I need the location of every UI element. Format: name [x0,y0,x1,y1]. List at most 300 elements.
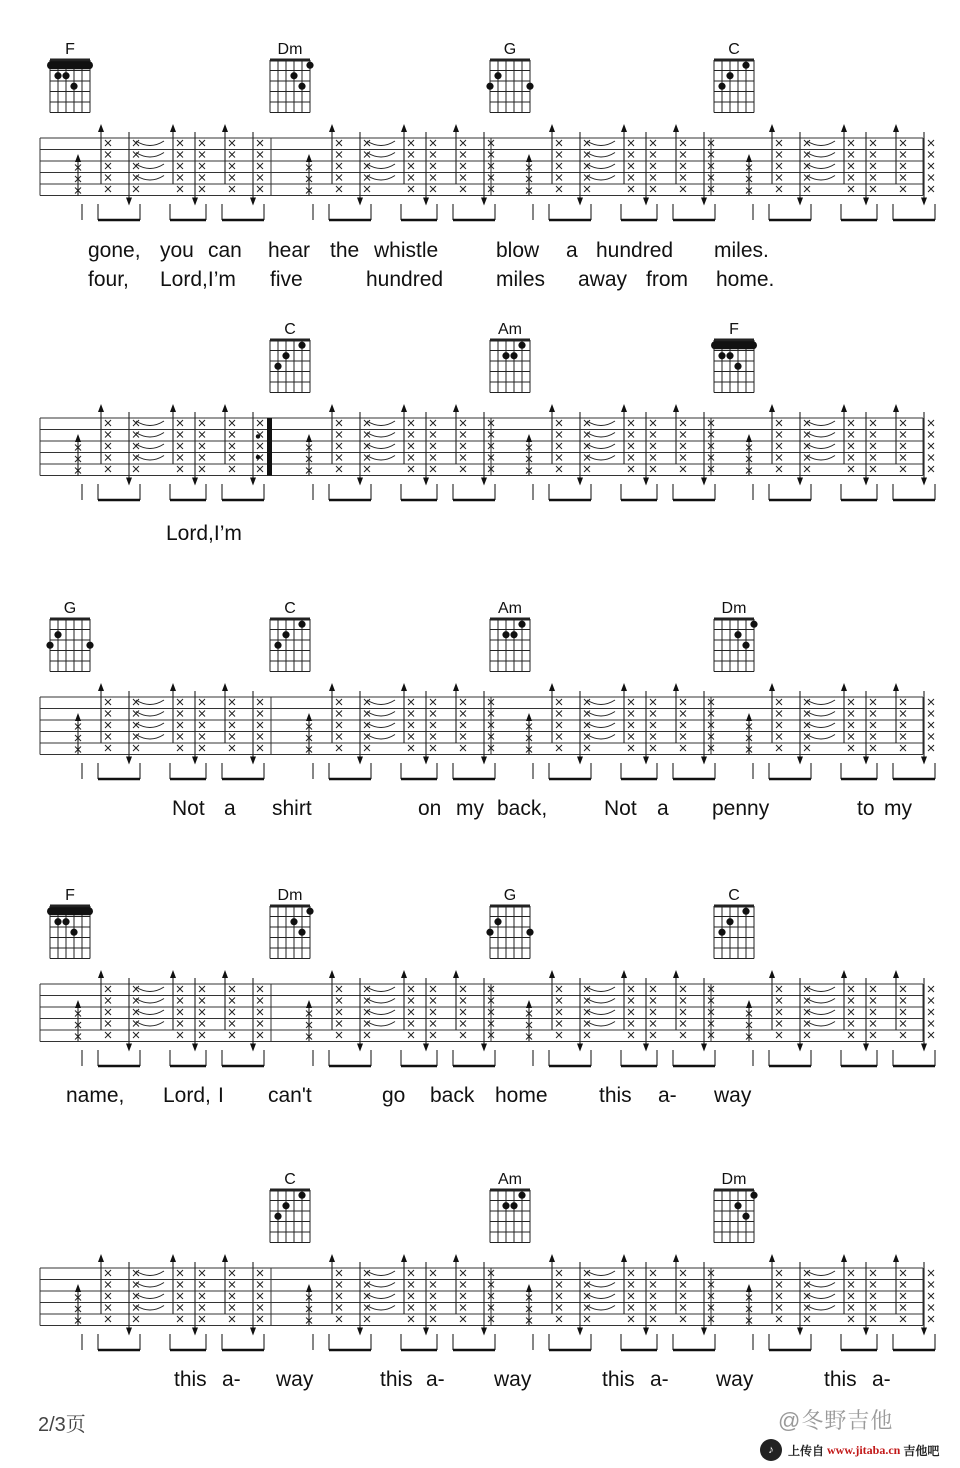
strum-x [177,998,183,1004]
strum-x [556,466,562,472]
strum-x [680,734,686,740]
strum-arrow [673,124,679,132]
chord-name: Dm [277,41,303,58]
strum-x [928,455,934,461]
strum-arrow [423,478,429,486]
strum-x [650,175,656,181]
strum-arrow [357,198,363,206]
strum-arc [367,987,395,992]
strum-x [460,699,466,705]
strum-arrow [701,1328,707,1336]
strum-x [105,140,111,146]
strum-arrow [673,683,679,691]
strum-x [584,466,590,472]
strum-arc [136,1010,164,1015]
strum-x [177,163,183,169]
strum-x [336,140,342,146]
strum-x [556,1270,562,1276]
strum-x [556,1316,562,1322]
strum-arrow [863,1044,869,1052]
strum-arrow [481,198,487,206]
strum-x [556,998,562,1004]
strum-arrow [192,757,198,765]
strum-x [133,163,139,169]
strum-arrow [893,970,899,978]
strum-x [928,1021,934,1027]
strum-x [584,432,590,438]
strum-x [556,1009,562,1015]
strum-x [177,711,183,717]
strum-x [177,745,183,751]
strum-x [628,455,634,461]
strum-x [460,152,466,158]
strum-arrow [921,1044,927,1052]
strum-x [257,1305,263,1311]
chord-dot [86,642,93,649]
strum-arrow [75,713,81,721]
strum-x [105,734,111,740]
strum-arrow [98,124,104,132]
strum-arrow [769,1254,775,1262]
strum-x [870,432,876,438]
strum-arrow [401,1254,407,1262]
strum-arrow [701,757,707,765]
chord-dot [274,1213,281,1220]
strum-x [105,163,111,169]
strum-x [177,1316,183,1322]
strum-x [628,432,634,438]
strum-arrow [893,683,899,691]
strum-arrow [329,970,335,978]
strum-arc [136,176,164,181]
strum-x [257,420,263,426]
strum-arc [367,700,395,705]
strum-arc [587,421,615,426]
lyric-word: a- [426,1368,445,1391]
strum-x [257,186,263,192]
strum-x [430,175,436,181]
strum-x [364,1021,370,1027]
strum-x [460,455,466,461]
strum-arrow [893,124,899,132]
chord-dot [274,642,281,649]
strum-x [257,1293,263,1299]
strum-x [848,175,854,181]
strum-x [680,140,686,146]
strum-x [336,1270,342,1276]
strum-arrow [192,198,198,206]
strum-x [680,175,686,181]
chord-dot [518,621,525,628]
strum-x [628,986,634,992]
strum-x [364,1305,370,1311]
strum-x [870,1021,876,1027]
strum-x [584,986,590,992]
chord-dot [742,62,749,69]
strum-arrow [250,1328,256,1336]
strum-x [650,1021,656,1027]
strum-x [650,152,656,158]
chord-dot [742,642,749,649]
strum-x [870,1270,876,1276]
strum-x [177,455,183,461]
strum-arc [136,1306,164,1311]
strum-x [336,1009,342,1015]
strum-x [556,140,562,146]
strum-arc [587,987,615,992]
strum-x [680,986,686,992]
strum-x [430,734,436,740]
strum-arrow [526,1000,532,1008]
strum-x [364,175,370,181]
strum-x [364,745,370,751]
strum-x [364,152,370,158]
chord-dot [298,929,305,936]
strum-x [584,175,590,181]
strum-arc [587,712,615,717]
strum-x [105,722,111,728]
lyric-word: to [857,797,875,820]
strum-x [133,140,139,146]
upload-site[interactable]: www.jitaba.cn [827,1442,901,1457]
strum-x [900,1305,906,1311]
strum-x [928,1282,934,1288]
strum-x [628,1293,634,1299]
strum-x [133,745,139,751]
strum-x [105,432,111,438]
chord-dot [70,83,77,90]
strum-x [105,711,111,717]
strum-arc [587,723,615,728]
strum-arc [136,141,164,146]
strum-x [628,466,634,472]
strum-x [177,722,183,728]
strum-x [364,1270,370,1276]
strum-x [584,699,590,705]
strum-x [900,140,906,146]
strum-x [556,455,562,461]
lyric-word: from [646,268,688,291]
strum-arc [807,456,835,461]
strum-x [430,140,436,146]
strum-x [408,1305,414,1311]
strum-x [257,1009,263,1015]
strum-x [928,152,934,158]
strum-x [257,1282,263,1288]
chord-name: Dm [277,887,303,904]
chord-dot [298,342,305,349]
strum-x [336,1282,342,1288]
strum-x [870,455,876,461]
strum-x [408,163,414,169]
strum-arrow [481,1328,487,1336]
strum-x [804,711,810,717]
strum-x [177,443,183,449]
chord-name: Dm [721,600,747,617]
strum-x [199,1316,205,1322]
chord-dot [486,83,493,90]
upload-suffix: 吉他吧 [903,1443,940,1458]
strum-arc [807,1283,835,1288]
strum-x [556,432,562,438]
strum-arrow [577,1328,583,1336]
strum-arrow [75,1000,81,1008]
strum-x [408,175,414,181]
strum-x [848,152,854,158]
strum-x [408,711,414,717]
strum-x [408,986,414,992]
strum-x [900,443,906,449]
strum-x [848,140,854,146]
strum-x [408,455,414,461]
strum-x [556,420,562,426]
strum-arrow [75,434,81,442]
strum-x [680,1270,686,1276]
strum-arc [367,1022,395,1027]
strum-x [133,1021,139,1027]
strum-arrow [549,404,555,412]
strum-x [776,432,782,438]
strum-x [177,1009,183,1015]
strum-arc [807,444,835,449]
lyric-word: Lord,I’m [160,268,236,291]
strum-x [364,466,370,472]
strum-arc [136,1022,164,1027]
strum-arrow [549,1254,555,1262]
strum-x [584,1032,590,1038]
strum-x [900,186,906,192]
strum-x [650,1009,656,1015]
strum-x [556,722,562,728]
strum-arrow [306,154,312,162]
strum-x [776,699,782,705]
strum-x [900,699,906,705]
strum-x [199,711,205,717]
strum-x [584,140,590,146]
strum-x [776,186,782,192]
strum-x [680,1305,686,1311]
strum-x [556,163,562,169]
chord-dot [306,62,313,69]
strum-arc [807,1294,835,1299]
lyric-word: a- [650,1368,669,1391]
strum-x [460,175,466,181]
strum-x [336,734,342,740]
strum-x [364,186,370,192]
strum-arc [587,176,615,181]
strum-x [804,1282,810,1288]
strum-x [364,711,370,717]
strum-x [680,432,686,438]
strum-arc [587,1022,615,1027]
lyric-word: my [884,797,912,820]
strum-x [257,734,263,740]
strum-arc [367,176,395,181]
strum-x [229,455,235,461]
strum-arrow [170,404,176,412]
strum-x [776,1032,782,1038]
strum-x [229,1009,235,1015]
strum-x [650,986,656,992]
chord-dot [518,1192,525,1199]
strum-x [229,722,235,728]
strum-arrow [577,198,583,206]
lyric-word: name, [66,1084,125,1107]
strum-arrow [423,1328,429,1336]
strum-x [229,711,235,717]
strum-x [229,986,235,992]
strum-arc [587,444,615,449]
strum-x [804,443,810,449]
strum-arrow [921,198,927,206]
strum-x [928,1009,934,1015]
strum-arc [136,153,164,158]
strum-x [928,734,934,740]
strum-x [105,1305,111,1311]
strum-x [556,152,562,158]
strum-x [628,1270,634,1276]
strum-x [680,1316,686,1322]
strum-x [776,175,782,181]
strum-x [133,152,139,158]
strum-x [870,1293,876,1299]
strum-arrow [921,1328,927,1336]
strum-x [257,998,263,1004]
chord-dot [750,1192,757,1199]
strum-x [680,1293,686,1299]
strum-x [364,1293,370,1299]
strum-x [460,734,466,740]
strum-x [900,1293,906,1299]
strum-arrow [549,124,555,132]
strum-arrow [453,683,459,691]
strum-x [870,420,876,426]
strum-x [430,1305,436,1311]
strum-x [364,140,370,146]
strum-x [776,734,782,740]
chord-name: Am [498,600,522,617]
strum-x [584,722,590,728]
strum-x [680,443,686,449]
strum-x [199,163,205,169]
strum-arrow [192,1328,198,1336]
strum-x [804,998,810,1004]
strum-arc [807,1271,835,1276]
strum-x [133,175,139,181]
chord-name: C [284,321,296,338]
strum-arrow [643,1328,649,1336]
strum-x [177,152,183,158]
strum-x [105,455,111,461]
lyric-word: way [494,1368,532,1391]
strum-x [900,1032,906,1038]
strum-x [928,432,934,438]
strum-x [804,466,810,472]
strum-x [229,734,235,740]
strum-arc [136,1271,164,1276]
chord-dot [274,363,281,370]
strum-x [848,1270,854,1276]
chord-dot [726,72,733,79]
strum-x [650,1032,656,1038]
strum-x [870,1282,876,1288]
strum-x [133,420,139,426]
strum-arrow [126,478,132,486]
strum-x [199,1305,205,1311]
strum-arrow [306,434,312,442]
strum-x [650,1316,656,1322]
strum-x [650,1293,656,1299]
lyric-word: four, [88,268,129,291]
strum-arc [807,176,835,181]
strum-x [257,443,263,449]
repeat-dot [256,455,260,459]
strum-x [556,186,562,192]
lyric-word: a- [658,1084,677,1107]
strum-x [900,420,906,426]
strum-x [680,1009,686,1015]
strum-x [628,163,634,169]
strum-x [584,734,590,740]
strum-x [177,986,183,992]
strum-x [804,163,810,169]
strum-x [199,734,205,740]
strum-arrow [526,434,532,442]
strum-x [336,711,342,717]
strum-arc [136,999,164,1004]
strum-x [199,175,205,181]
strum-x [556,986,562,992]
strum-x [870,1316,876,1322]
strum-x [584,186,590,192]
strum-x [848,466,854,472]
strum-x [460,1009,466,1015]
strum-x [928,443,934,449]
strum-x [556,1293,562,1299]
strum-x [584,443,590,449]
strum-x [257,1316,263,1322]
strum-x [133,186,139,192]
strum-arc [807,712,835,717]
strum-arc [367,712,395,717]
strum-x [870,186,876,192]
guitar-logo-icon: ♪ [760,1439,782,1461]
strum-x [556,745,562,751]
strum-arc [807,700,835,705]
strum-x [804,152,810,158]
strum-arc [367,153,395,158]
strum-x [408,699,414,705]
strum-arrow [329,404,335,412]
upload-credit [760,1438,939,1462]
strum-arrow [577,757,583,765]
strum-x [680,998,686,1004]
strum-x [900,745,906,751]
strum-x [257,986,263,992]
strum-x [776,1316,782,1322]
strum-x [928,711,934,717]
strum-x [199,466,205,472]
strum-x [199,722,205,728]
strum-arrow [621,124,627,132]
strum-x [556,1032,562,1038]
lyric-word: go [382,1084,406,1107]
strum-x [584,1282,590,1288]
strum-x [628,1009,634,1015]
strum-arrow [481,478,487,486]
strum-x [408,420,414,426]
strum-x [199,1021,205,1027]
